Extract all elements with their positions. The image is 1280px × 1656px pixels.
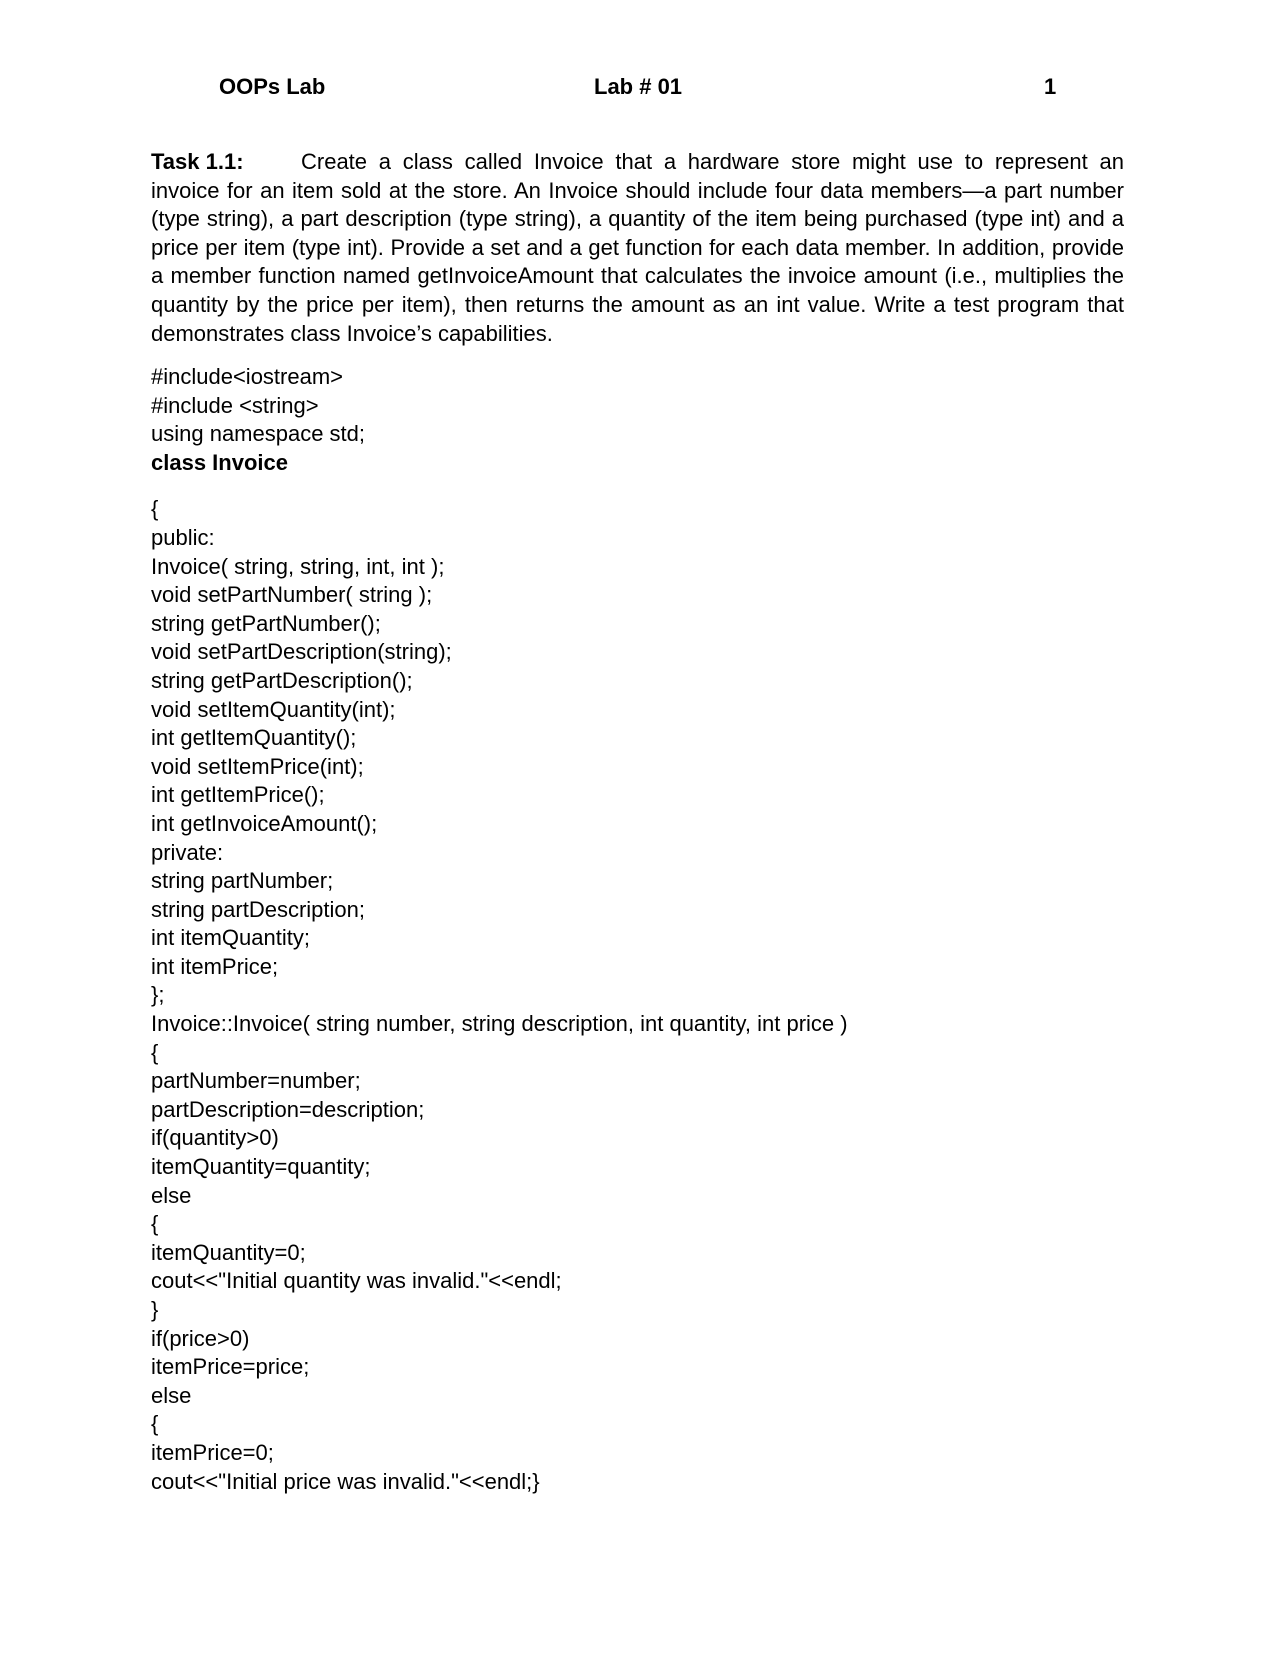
code-line: if(quantity>0)	[151, 1125, 279, 1151]
code-line: else	[151, 1182, 192, 1208]
code-line: itemPrice=price;	[151, 1354, 310, 1380]
code-line: Invoice( string, string, int, int );	[151, 553, 445, 579]
code-line: string partNumber;	[151, 868, 334, 894]
code-listing	[151, 363, 848, 1496]
code-line: void setItemPrice(int);	[151, 753, 364, 779]
page-header	[0, 74, 1280, 104]
code-line: if(price>0)	[151, 1325, 250, 1351]
code-line: Invoice::Invoice( string number, string description, int quantity, int price )	[151, 1011, 848, 1037]
code-line: itemQuantity=quantity;	[151, 1154, 371, 1180]
code-line: {	[151, 1211, 159, 1237]
code-line: #include<iostream>	[151, 364, 344, 389]
code-line: public:	[151, 524, 215, 550]
code-line: itemQuantity=0;	[151, 1239, 306, 1265]
code-line: int itemPrice;	[151, 953, 279, 979]
code-line: {	[151, 1411, 159, 1437]
code-line: int getItemPrice();	[151, 782, 325, 808]
code-line: #include <string>	[151, 392, 319, 418]
code-line: string partDescription;	[151, 896, 365, 922]
code-line: partNumber=number;	[151, 1068, 361, 1094]
code-line: void setItemQuantity(int);	[151, 696, 396, 722]
code-line: string getPartNumber();	[151, 610, 381, 636]
task-label: Task 1.1:	[151, 149, 244, 174]
code-line: else	[151, 1382, 192, 1408]
code-line-class-declaration: class Invoice	[151, 449, 288, 475]
code-line: }	[151, 1297, 159, 1322]
code-line: int getInvoiceAmount();	[151, 810, 378, 836]
code-line: int itemQuantity;	[151, 925, 310, 951]
code-line: {	[151, 496, 159, 522]
code-line: cout<<"Initial price was invalid."<<endl;}	[151, 1468, 540, 1494]
code-line: void setPartDescription(string);	[151, 639, 452, 665]
code-line: };	[151, 982, 165, 1008]
code-line: {	[151, 1039, 159, 1065]
code-line: int getItemQuantity();	[151, 725, 357, 751]
code-line: cout<<"Initial quantity was invalid."<<endl;	[151, 1268, 562, 1294]
code-line: using namespace std;	[151, 421, 366, 447]
task-text: Create a class called Invoice that a hardware store might use to represent an invoice for an item sold at the store. An Invoice should include four data members—a part number (type string), a part description (type string), a quantity of the item being purchased (type int) and a price per item (type int). Provide a set and a get function for each data member. In addition, provide a member function named getInvoiceAmount that calculates the invoice amount (i.e., multiplies the quantity by the price per item), then returns the amount as an int value. Write a test program that demonstrates class Invoice’s capabilities.	[151, 149, 1124, 346]
code-line: private:	[151, 839, 224, 865]
course-title: OOPs Lab	[219, 74, 326, 99]
task-description	[151, 148, 1124, 348]
page-number: 1	[1044, 74, 1057, 99]
code-line: partDescription=description;	[151, 1096, 425, 1122]
code-line: void setPartNumber( string );	[151, 582, 433, 608]
lab-number: Lab # 01	[594, 74, 683, 99]
code-line: itemPrice=0;	[151, 1439, 274, 1465]
code-line: string getPartDescription();	[151, 667, 413, 693]
